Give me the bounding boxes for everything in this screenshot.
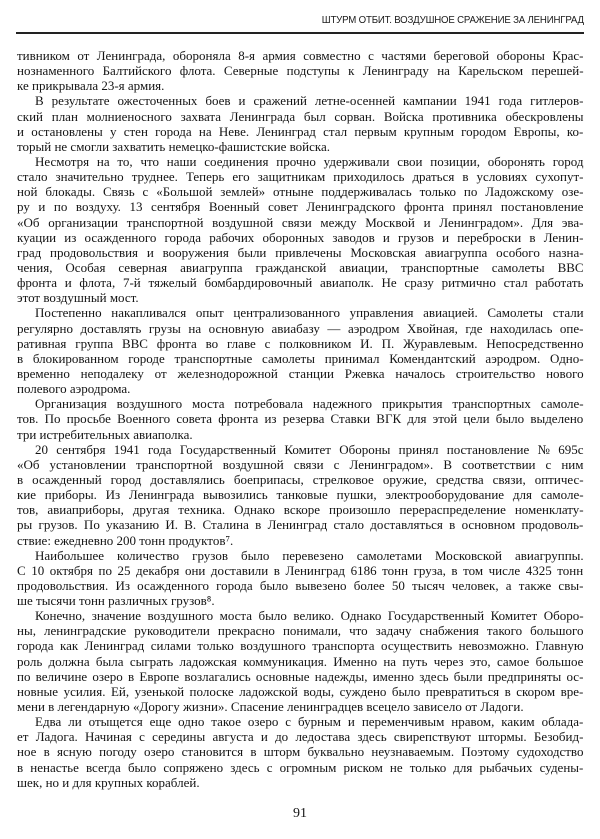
text-line: города как Ленинград силами только воздушного транспорта осуществить невозможно. Главную — [17, 638, 584, 654]
text-line: Едва ли отыщется еще одно такое озеро с бурным и переменчивым нравом, каким облада- — [35, 714, 584, 730]
text-line-row — [17, 275, 584, 290]
text-line-row — [17, 351, 584, 366]
text-line-row — [17, 396, 584, 411]
text-line-row — [17, 744, 584, 759]
text-line: ке прикрывала 23-я армия. — [17, 78, 165, 94]
text-line: этот воздушный мост. — [17, 290, 139, 306]
text-line: ры грузов. По указанию И. В. Сталина в Ленинград стало доставляться в основном продоволь- — [17, 517, 584, 533]
paragraph — [17, 48, 584, 93]
text-line: град продовольствия и вооружения были привлечены Московская авиагруппа особого назна- — [17, 244, 584, 260]
text-line-row — [17, 729, 584, 744]
text-line-row — [17, 654, 584, 669]
text-line: торый не смогли захватить немецко-фашистские войска. — [17, 138, 331, 154]
text-line-row — [17, 775, 584, 790]
paragraph — [17, 548, 584, 609]
text-line: Наибольшее количество грузов было перевезено самолетами Московской авиагруппы. — [35, 547, 584, 563]
text-line: по величине озеро в Европе возлагались основные надежды, именно здесь были предприняты ос- — [17, 668, 584, 684]
text-line: ше тысячи тонн различных грузов⁸. — [17, 593, 215, 609]
text-line-row — [17, 533, 584, 548]
text-line: три истребительных авиаполка. — [17, 426, 193, 442]
text-line-row — [17, 472, 584, 487]
text-line-row — [17, 321, 584, 336]
text-line-row — [17, 760, 584, 775]
header-rule — [16, 32, 584, 34]
text-line-row — [17, 714, 584, 729]
text-line-row — [17, 48, 584, 63]
text-line-row — [17, 154, 584, 169]
paragraph — [17, 396, 584, 441]
text-line: Постепенно накапливался опыт централизованного управления авиацией. Самолеты стали — [35, 305, 584, 321]
text-line: полевого аэродрома. — [17, 381, 131, 397]
text-line: ет Ладога. Начиная с середины августа и до ледостава здесь свирепствуют штормы. Безобид- — [17, 729, 584, 745]
paragraph — [17, 93, 584, 154]
text-line: регулярно доставлять грузы на основную авиабазу — аэродром Хвойная, где находилась опе- — [17, 320, 584, 336]
text-line-row — [17, 608, 584, 623]
text-line: в ненастье всегда было сопряжено здесь с огромным риском не только для рыбачьих судены- — [17, 759, 584, 775]
text-line: стало значительно труднее. Теперь его защитникам приходилось драться в условиях сухопут- — [17, 169, 584, 185]
text-line-row — [17, 139, 584, 154]
text-line-row — [17, 442, 584, 457]
body-text — [17, 48, 584, 790]
text-line-row — [17, 109, 584, 124]
text-line: ны, ленинградские руководители прекрасно понимали, что задачу снабжения такого большого — [17, 623, 584, 639]
text-line: ский план молниеносного захвата Ленинграда был сорван. Войска противника обескровлены — [17, 108, 584, 124]
text-line-row — [17, 623, 584, 638]
text-line-row — [17, 638, 584, 653]
text-line-row — [17, 366, 584, 381]
text-line: куации из осажденного города рабочих оборонных заводов и грузов и переброски в Ленин- — [17, 229, 584, 245]
text-line: ствие: ежедневно 200 тонн продуктов⁷. — [17, 532, 234, 548]
text-line-row — [17, 260, 584, 275]
text-line-row — [17, 699, 584, 714]
text-line: шек, но и для крупных кораблей. — [17, 774, 200, 790]
text-line-row — [17, 336, 584, 351]
text-line: В результате ожесточенных боев и сражений летне-осенней кампании 1941 года гитлеров- — [35, 93, 584, 109]
text-line-row — [17, 563, 584, 578]
text-line-row — [17, 502, 584, 517]
text-line: и остановлены у стен города на Неве. Ленинград стал первым крупным городом Европы, ко- — [17, 123, 584, 139]
text-line: тов, авиаприборы, другая техника. Однако вскоре произошло перераспределение номенклату- — [17, 502, 584, 518]
text-line: в блокированном городе транспортные самолеты принимал Комендантский аэродром. Одно- — [17, 350, 584, 366]
text-line: новные усилия. Ей, узенькой полоске ладожской воды, суждено было превратиться в скором вре- — [17, 683, 584, 699]
text-line: мени в легендарную «Дорогу жизни». Спасение ленинградцев всецело зависело от Ладоги. — [17, 699, 524, 715]
text-line-row — [17, 517, 584, 532]
text-line: ративная группа ВВС фронта во главе с полковником И. П. Журавлевым. Непосредственно — [17, 335, 584, 351]
text-line: продовольствия. Из осажденного города было вывезено более 50 тысяч человек, а также свы- — [17, 577, 584, 593]
text-line: нознаменного Балтийского флота. Северные подступы к Ленинграду на Карельском перешей- — [17, 63, 584, 79]
text-line-row — [17, 290, 584, 305]
text-line-row — [17, 245, 584, 260]
text-line-row — [17, 684, 584, 699]
text-line: ру и по воздуху. 13 сентября Военный совет Ленинградского фронта принял постановление — [17, 199, 584, 215]
text-line-row — [17, 63, 584, 78]
paragraph — [17, 154, 584, 305]
text-line: «Об организации транспортной воздушной связи между Москвой и Ленинградом». Для эва- — [17, 214, 584, 230]
text-line-row — [17, 184, 584, 199]
text-line-row — [17, 124, 584, 139]
text-line-row — [17, 305, 584, 320]
text-line-row — [17, 593, 584, 608]
text-line: ной блокады. Связь с «Большой землей» отныне поддерживалась только по Ладожскому озе- — [17, 184, 584, 200]
paragraph — [17, 305, 584, 396]
text-line-row — [17, 548, 584, 563]
text-line: «Об установлении транспортной воздушной связи с Ленинградом». В соответствии с ним — [17, 456, 584, 472]
text-line: в осажденный город доставлялись боеприпасы, стрелковое оружие, средства связи, оптичес- — [17, 471, 584, 487]
text-line: временно неподалеку от железнодорожной станции Ржевка началось строительство нового — [17, 365, 584, 381]
text-line-row — [17, 93, 584, 108]
text-line: Конечно, значение воздушного моста было велико. Однако Государственный Комитет Оборо- — [35, 608, 584, 624]
text-line: роль должна была сыграть ладожская коммуникация. Именно на путь через это, самое большое — [17, 653, 584, 669]
running-header: ШТУРМ ОТБИТ. ВОЗДУШНОЕ СРАЖЕНИЕ ЗА ЛЕНИНГРАД — [321, 14, 584, 26]
text-line: С 10 октября по 25 декабря они доставили в Ленинград 6186 тонн груза, в том числе 4325 тонн — [17, 562, 584, 578]
text-line-row — [17, 78, 584, 93]
text-line-row — [17, 199, 584, 214]
text-line: фронта и флота, 7-й тяжелый бомбардировочный авиаполк. Не сразу ритмично стал работать — [17, 275, 584, 291]
text-line: тов. По просьбе Военного совета фронта из резерва Ставки ВГК для этой цели было выделено — [17, 411, 584, 427]
text-line-row — [17, 427, 584, 442]
text-line-row — [17, 578, 584, 593]
text-line: кие приборы. Из Ленинграда вывозились танковые пушки, электрооборудование для самоле- — [17, 487, 584, 503]
page-number: 91 — [293, 806, 307, 821]
text-line-row — [17, 457, 584, 472]
text-line: тивником от Ленинграда, обороняла 8-я армия совместно с частями береговой обороны Крас- — [17, 48, 584, 63]
text-line-row — [17, 230, 584, 245]
text-line: чения, Особая северная авиагруппа гражданской авиации, транспортные самолеты ВВС — [17, 259, 584, 275]
text-line: ное в ясную погоду озеро становится в шторм буквально неузнаваемым. Поэтому судоходство — [17, 744, 584, 760]
paragraph — [17, 714, 584, 790]
text-line-row — [17, 381, 584, 396]
text-line: 20 сентября 1941 года Государственный Комитет Обороны принял постановление № 695с — [35, 441, 584, 457]
paragraph — [17, 442, 584, 548]
text-line-row — [17, 487, 584, 502]
text-line-row — [17, 169, 584, 184]
text-line-row — [17, 215, 584, 230]
text-line-row — [17, 411, 584, 426]
text-line: Несмотря на то, что наши соединения прочно удерживали свои позиции, оборонять город — [35, 153, 584, 169]
paragraph — [17, 608, 584, 714]
text-line: Организация воздушного моста потребовала надежного прикрытия транспортных самоле- — [35, 396, 584, 412]
text-line-row — [17, 669, 584, 684]
